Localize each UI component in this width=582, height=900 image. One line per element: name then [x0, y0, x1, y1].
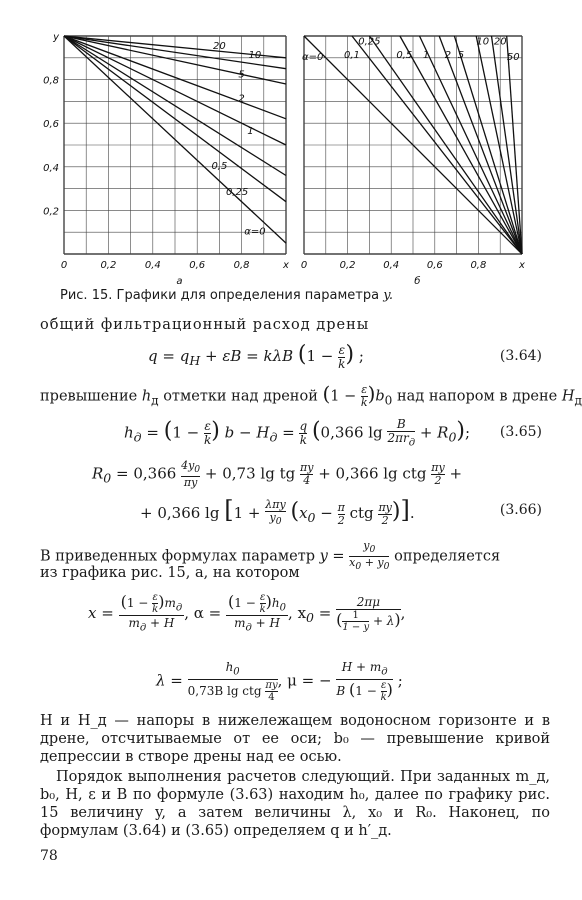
- series-label: 50: [506, 51, 520, 63]
- series-label: 2: [444, 49, 452, 61]
- series-label: 10: [248, 49, 262, 61]
- series-label: 0,1: [344, 49, 360, 61]
- y-tick-label: 0,8: [43, 75, 59, 87]
- chart-panel-a: [43, 32, 289, 287]
- series-label: 10: [476, 36, 490, 48]
- x-tick-label: x: [519, 260, 525, 271]
- chart-panel-b: [301, 36, 525, 287]
- x-tick-label: 0,6: [189, 260, 206, 271]
- x-tick-label: 0,2: [100, 260, 117, 271]
- equation-x-alpha-x0: x = (1 − $\frac{\varepsilon}{k}$ )$m_д$ $m_д + H$ , α = (1 − $\frac{\varepsilon}{k}$ )$h_0$ $m_д + H$ , $x_0$ = 2πμ ( $\frac{1}{1 - y}$ + λ) ,: [88, 592, 406, 634]
- eq-number-3-65: (3.65): [499, 424, 542, 440]
- series-label: 5: [238, 69, 245, 81]
- y-tick-label: 0,6: [43, 119, 59, 131]
- series-label: 5: [457, 49, 465, 61]
- text-line-1: общий фильтрационный расход дрены: [40, 317, 370, 333]
- equation-3-65: $h_д = (1$ − $\frac{\varepsilon}{k}$ ) $b - H_д$ = $\frac{q}{k}$ (0,366 lg B $2\pi r_д$ + $R_0$);: [124, 417, 471, 449]
- x-tick-label: 0,8: [233, 260, 250, 271]
- paragraph-3: Порядок выполнения расчетов следующий. При заданных m_д, b₀, H, ε и B по формуле (3.63) находим h₀, далее по графику рис. 15 величину y, а затем величины λ, x₀ и R₀. Наконец, по формулам (3.64) и (3.65) определяем q и h′_д.: [40, 769, 550, 839]
- paragraph-2: H и H_д — напоры в нижележащем водоносном горизонте и в дрене, отсчитываемые от ее оси; b₀ — превышение кривой депрессии в створе дрены над ее осью.: [40, 713, 550, 765]
- series-label: 0,25: [226, 187, 249, 199]
- x-tick-label: 0,6: [426, 260, 443, 271]
- paragraph-1-line-1: В приведенных формулах параметр y = $\frac{y_0}{x_0 + y_0}$ определяется: [40, 539, 501, 573]
- x-tick-label: 0,4: [383, 260, 400, 271]
- x-tick-label: 0: [60, 260, 68, 271]
- series-label: 0,5: [396, 49, 413, 61]
- y-tick-label: 0,2: [43, 206, 59, 218]
- paragraph-1-line-2: из графика рис. 15, а, на котором: [40, 565, 300, 581]
- series-label: α=0: [244, 226, 266, 238]
- caption-variable: y.: [383, 288, 393, 303]
- series-label: 1: [247, 126, 254, 138]
- equation-3-66-line-2: + 0,366 lg [1 + λπy $y_0$ ($x_0$ − $\frac{\pi}{2}$ ctg $\frac{\pi y}{2}$ )].: [140, 496, 415, 528]
- series-label: 20: [213, 41, 226, 53]
- x-tick-label: 0: [300, 260, 308, 271]
- panel-label: б: [414, 276, 421, 287]
- caption-text: Графики для определения параметра: [116, 288, 380, 303]
- equation-3-66-line-1: $R_0 = 0,366$ $\frac{4y_0}{\pi y}$ + 0,73 lg tg $\frac{\pi y}{4}$ + 0,366 lg ctg $\frac{\pi y}{2}$ +: [92, 459, 463, 490]
- x-tick-label: 0,4: [144, 260, 161, 271]
- series-label: 20: [493, 36, 507, 48]
- equation-lambda-mu: λ = $h_0$ 0,73B lg ctg $\frac{\pi y}{4}$ , μ = − $H + m_д$ B (1 − $\frac{\varepsilon}{k}$ ) ;: [156, 660, 403, 704]
- x-tick-label: x: [283, 260, 289, 271]
- series-label: 2: [238, 93, 245, 105]
- panel-label: а: [176, 276, 183, 287]
- page-number: 78: [40, 848, 58, 864]
- series-label: 0,25: [358, 36, 381, 48]
- x-tick-label: 0,8: [470, 260, 487, 271]
- eq-number-3-66: (3.66): [499, 502, 542, 518]
- series-label: 0,5: [211, 160, 228, 172]
- eq-number-3-64: (3.64): [499, 348, 542, 364]
- x-tick-label: 0,2: [339, 260, 356, 271]
- figure-15: [0, 0, 568, 300]
- eq364-lhs: $q = q_H + \varepsilon B = k\lambda B$: [148, 347, 294, 368]
- y-tick-label: y: [53, 32, 59, 43]
- equation-3-64: $q = q_H + \varepsilon B = k\lambda B$ (1 − $\frac{\varepsilon}{k}$ ) ;: [148, 342, 364, 371]
- series-label: 1: [422, 49, 430, 61]
- text-line-2: превышение $h_д$ отметки над дреной (1 − $\frac{\varepsilon}{k}$ )$b_0$ над напором в дрене $H_д$: [40, 381, 582, 409]
- figure-caption: [60, 288, 540, 303]
- caption-prefix: Рис. 15.: [60, 288, 113, 303]
- series-label: α=0: [302, 51, 324, 63]
- y-tick-label: 0,4: [43, 162, 59, 174]
- grid: [64, 36, 286, 254]
